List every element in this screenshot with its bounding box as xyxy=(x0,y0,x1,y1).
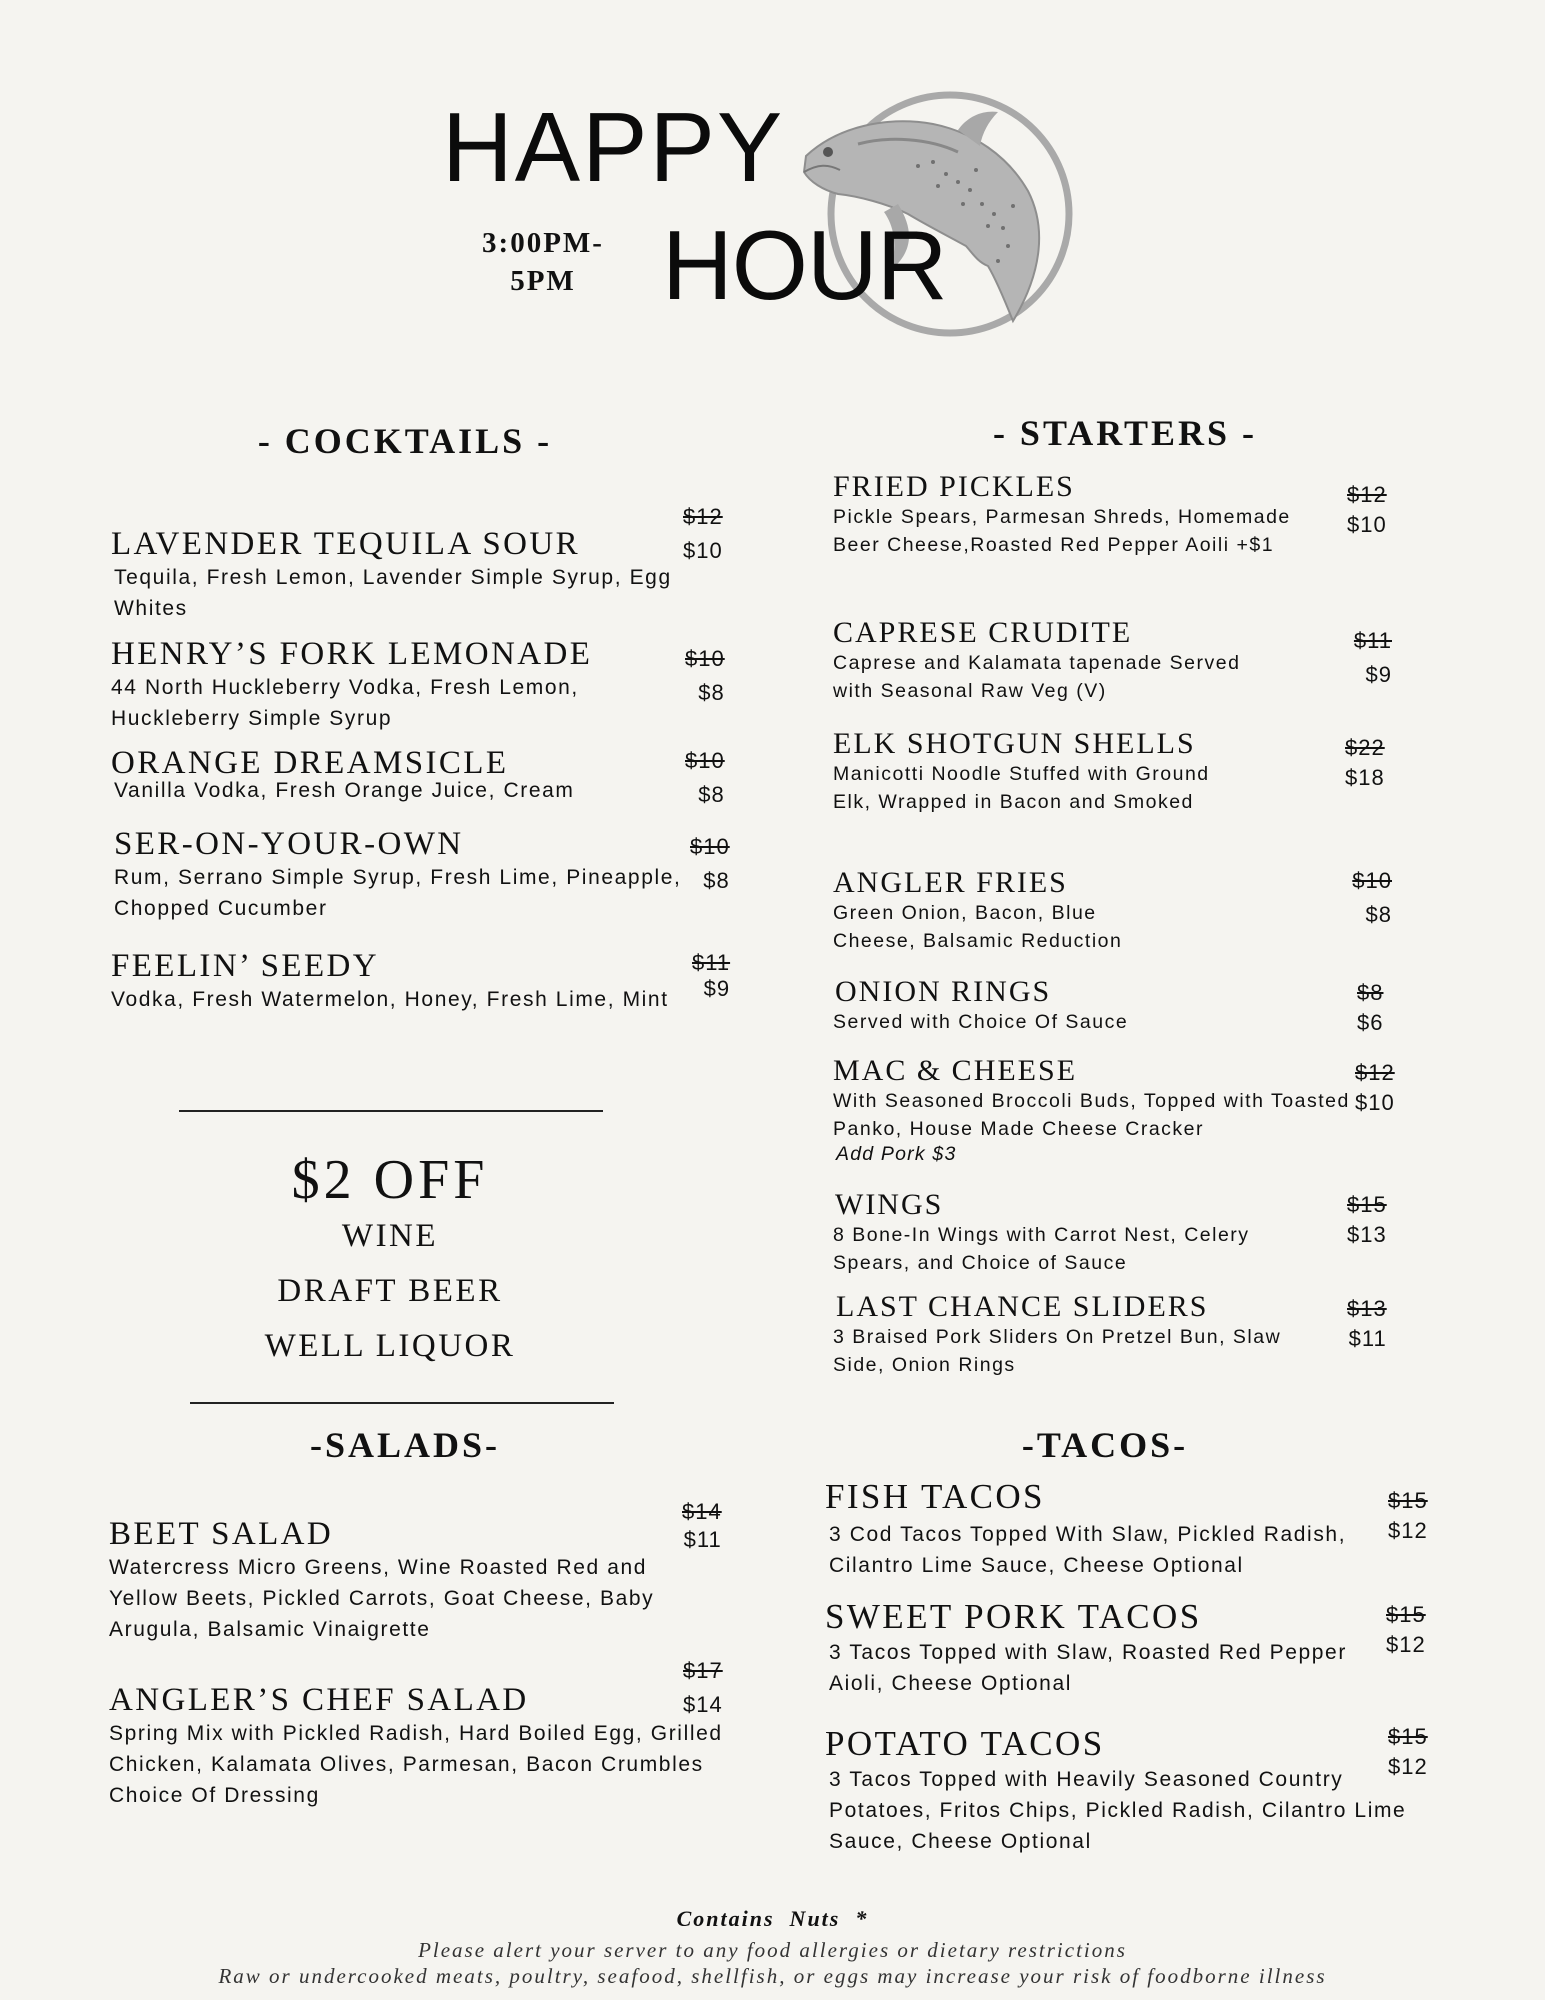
item-price xyxy=(685,642,725,710)
item-name: ORANGE DREAMSICLE xyxy=(111,745,509,781)
item-name: POTATO TACOS xyxy=(825,1724,1105,1763)
happy-hour-price: $9 xyxy=(703,976,731,1001)
original-price: $10 xyxy=(690,834,730,859)
time-end: 5PM xyxy=(510,265,576,297)
original-price: $10 xyxy=(685,748,725,773)
happy-hour-price: $12 xyxy=(1388,1518,1428,1543)
menu-item xyxy=(825,1598,1425,1699)
item-name: FISH TACOS xyxy=(825,1477,1045,1516)
item-description: 3 Tacos Topped with Slaw, Roasted Red Pepper Aioli, Cheese Optional xyxy=(829,1640,1347,1695)
item-price xyxy=(1347,1294,1387,1354)
item-description: Watercress Micro Greens, Wine Roasted Red and Yellow Beets, Pickled Carrots, Goat Cheese, Baby Arugula, Balsamic Vinaigrette xyxy=(109,1556,655,1642)
title-hour: HOUR xyxy=(662,210,947,320)
happy-hour-price: $13 xyxy=(1347,1222,1387,1247)
starters-heading: - STARTERS - xyxy=(992,413,1258,453)
item-description: 8 Bone-In Wings with Carrot Nest, Celery Spears, and Choice of Sauce xyxy=(833,1224,1250,1274)
item-name: ONION RINGS xyxy=(835,975,1052,1008)
original-price: $8 xyxy=(1357,980,1384,1005)
happy-hour-price: $11 xyxy=(683,1527,722,1552)
menu-item xyxy=(835,1188,1345,1277)
item-name: SWEET PORK TACOS xyxy=(825,1597,1202,1636)
promo-headline: $2 OFF xyxy=(291,1149,489,1211)
original-price: $15 xyxy=(1347,1192,1387,1217)
tacos-heading: -TACOS- xyxy=(1021,1425,1189,1465)
item-price xyxy=(685,744,725,812)
item-price xyxy=(1388,1722,1428,1782)
menu-item xyxy=(825,1725,1425,1857)
menu-item xyxy=(833,1290,1346,1379)
time-range xyxy=(462,224,624,300)
menu-item xyxy=(833,866,1343,955)
happy-hour-price: $18 xyxy=(1345,765,1385,790)
menu-item xyxy=(833,470,1343,559)
menu-item xyxy=(835,975,1345,1036)
item-name: ANGLER FRIES xyxy=(833,866,1068,899)
happy-hour-price: $14 xyxy=(683,1692,723,1717)
menu-item xyxy=(825,1478,1425,1581)
item-name: ANGLER’S CHEF SALAD xyxy=(109,1682,529,1718)
original-price: $13 xyxy=(1347,1296,1387,1321)
happy-hour-price: $8 xyxy=(698,680,725,705)
happy-hour-price: $6 xyxy=(1357,1010,1384,1035)
item-description: 3 Tacos Topped with Heavily Seasoned Country Potatoes, Fritos Chips, Pickled Radish, Cilantro Lime Sauce, Cheese Optional xyxy=(829,1767,1407,1853)
item-add-on: Add Pork $3 xyxy=(836,1143,957,1165)
happy-hour-price: $8 xyxy=(698,782,725,807)
item-price xyxy=(1347,480,1387,540)
original-price: $12 xyxy=(683,504,723,529)
time-start: 3:00PM- xyxy=(482,227,604,259)
item-description: Caprese and Kalamata tapenade Served with Seasonal Raw Veg (V) xyxy=(833,652,1241,702)
item-price xyxy=(692,950,730,1002)
original-price: $11 xyxy=(1353,628,1392,653)
divider xyxy=(179,1110,603,1112)
menu-item xyxy=(111,636,681,734)
allergy-note: Please alert your server to any food allergies or dietary restrictions xyxy=(418,1938,1127,1962)
original-price: $17 xyxy=(683,1658,723,1683)
original-price: $10 xyxy=(1352,868,1392,893)
menu-item xyxy=(109,1516,729,1645)
salads-heading: -SALADS- xyxy=(309,1425,501,1465)
promo-wine: WINE xyxy=(341,1218,439,1254)
item-price xyxy=(1347,624,1392,692)
divider xyxy=(190,1402,614,1404)
item-name: FRIED PICKLES xyxy=(833,470,1075,503)
item-name: FEELIN’ SEEDY xyxy=(111,948,379,984)
original-price: $14 xyxy=(682,1499,722,1524)
item-name: CAPRESE CRUDITE xyxy=(833,616,1133,649)
menu-item xyxy=(114,826,684,924)
item-description: Pickle Spears, Parmesan Shreds, Homemade Beer Cheese,Roasted Red Pepper Aoili +$1 xyxy=(833,506,1291,556)
item-description: Rum, Serrano Simple Syrup, Fresh Lime, Pineapple, Chopped Cucumber xyxy=(114,866,682,921)
item-description: Spring Mix with Pickled Radish, Hard Boiled Egg, Grilled Chicken, Kalamata Olives, Parmesan, Bacon Crumbles Choice Of Dressing xyxy=(109,1722,723,1808)
contains-nuts-note: Contains Nuts * xyxy=(676,1906,869,1931)
item-description: 3 Braised Pork Sliders On Pretzel Bun, Slaw Side, Onion Rings xyxy=(833,1326,1282,1376)
original-price: $12 xyxy=(1355,1060,1395,1085)
happy-hour-price: $10 xyxy=(1355,1090,1395,1115)
item-name: BEET SALAD xyxy=(109,1516,334,1552)
item-price xyxy=(1355,1058,1395,1118)
item-price xyxy=(1357,978,1383,1038)
original-price: $15 xyxy=(1386,1602,1426,1627)
menu-item xyxy=(833,616,1343,705)
happy-hour-price: $12 xyxy=(1386,1632,1426,1657)
item-description: Tequila, Fresh Lemon, Lavender Simple Syrup, Egg Whites xyxy=(114,566,672,621)
item-description: Manicotti Noodle Stuffed with Ground Elk, Wrapped in Bacon and Smoked xyxy=(833,763,1210,813)
happy-hour-price: $12 xyxy=(1388,1754,1428,1779)
item-price xyxy=(690,830,730,898)
item-price xyxy=(1345,733,1385,793)
original-price: $15 xyxy=(1388,1724,1428,1749)
item-price xyxy=(1347,864,1392,932)
item-name: MAC & CHEESE xyxy=(833,1054,1078,1087)
item-description: 3 Cod Tacos Topped With Slaw, Pickled Radish, Cilantro Lime Sauce, Cheese Optional xyxy=(829,1522,1347,1577)
original-price: $10 xyxy=(685,646,725,671)
item-name: HENRY’S FORK LEMONADE xyxy=(111,636,593,672)
item-description: Vodka, Fresh Watermelon, Honey, Fresh Lime, Mint xyxy=(111,988,669,1012)
item-price xyxy=(1388,1486,1428,1546)
happy-hour-price: $8 xyxy=(703,868,730,893)
item-name: ELK SHOTGUN SHELLS xyxy=(833,727,1196,760)
original-price: $15 xyxy=(1388,1488,1428,1513)
item-price xyxy=(682,1498,722,1554)
cocktails-heading: - COCKTAILS - xyxy=(257,421,553,461)
menu-item xyxy=(109,1682,749,1811)
item-description: Served with Choice Of Sauce xyxy=(833,1011,1129,1033)
item-name: LAVENDER TEQUILA SOUR xyxy=(111,526,581,562)
original-price: $12 xyxy=(1347,482,1387,507)
item-description: Green Onion, Bacon, Blue Cheese, Balsamic Reduction xyxy=(833,902,1123,952)
menu-item xyxy=(111,948,691,1015)
item-description: With Seasoned Broccoli Buds, Topped with Toasted Panko, House Made Cheese Cracker xyxy=(833,1090,1350,1140)
item-name: LAST CHANCE SLIDERS xyxy=(836,1290,1209,1323)
menu-item xyxy=(111,526,681,624)
menu-item xyxy=(833,727,1343,816)
item-description: 44 North Huckleberry Vodka, Fresh Lemon, Huckleberry Simple Syrup xyxy=(111,676,579,731)
happy-hour-price: $11 xyxy=(1348,1326,1387,1351)
item-description: Vanilla Vodka, Fresh Orange Juice, Cream xyxy=(114,779,575,803)
item-price xyxy=(683,1654,723,1722)
item-price xyxy=(683,500,723,568)
promo-draft-beer: DRAFT BEER xyxy=(277,1273,503,1309)
happy-hour-price: $8 xyxy=(1365,902,1392,927)
title-happy: HAPPY xyxy=(442,92,785,202)
menu-item xyxy=(111,745,681,806)
item-price xyxy=(1386,1600,1426,1660)
happy-hour-price: $9 xyxy=(1365,662,1392,687)
foodborne-warning: Raw or undercooked meats, poultry, seafood, shellfish, or eggs may increase your risk of foodborne illness xyxy=(218,1964,1327,1988)
happy-hour-price: $10 xyxy=(1347,512,1387,537)
promo-list xyxy=(190,1209,590,1374)
item-price xyxy=(1347,1190,1387,1250)
original-price: $11 xyxy=(692,950,731,975)
promo-well-liquor: WELL LIQUOR xyxy=(264,1328,516,1364)
happy-hour-price: $10 xyxy=(683,538,723,563)
item-name: WINGS xyxy=(835,1188,944,1221)
item-name: SER-ON-YOUR-OWN xyxy=(114,826,464,862)
original-price: $22 xyxy=(1345,735,1385,760)
menu-item xyxy=(833,1054,1353,1166)
